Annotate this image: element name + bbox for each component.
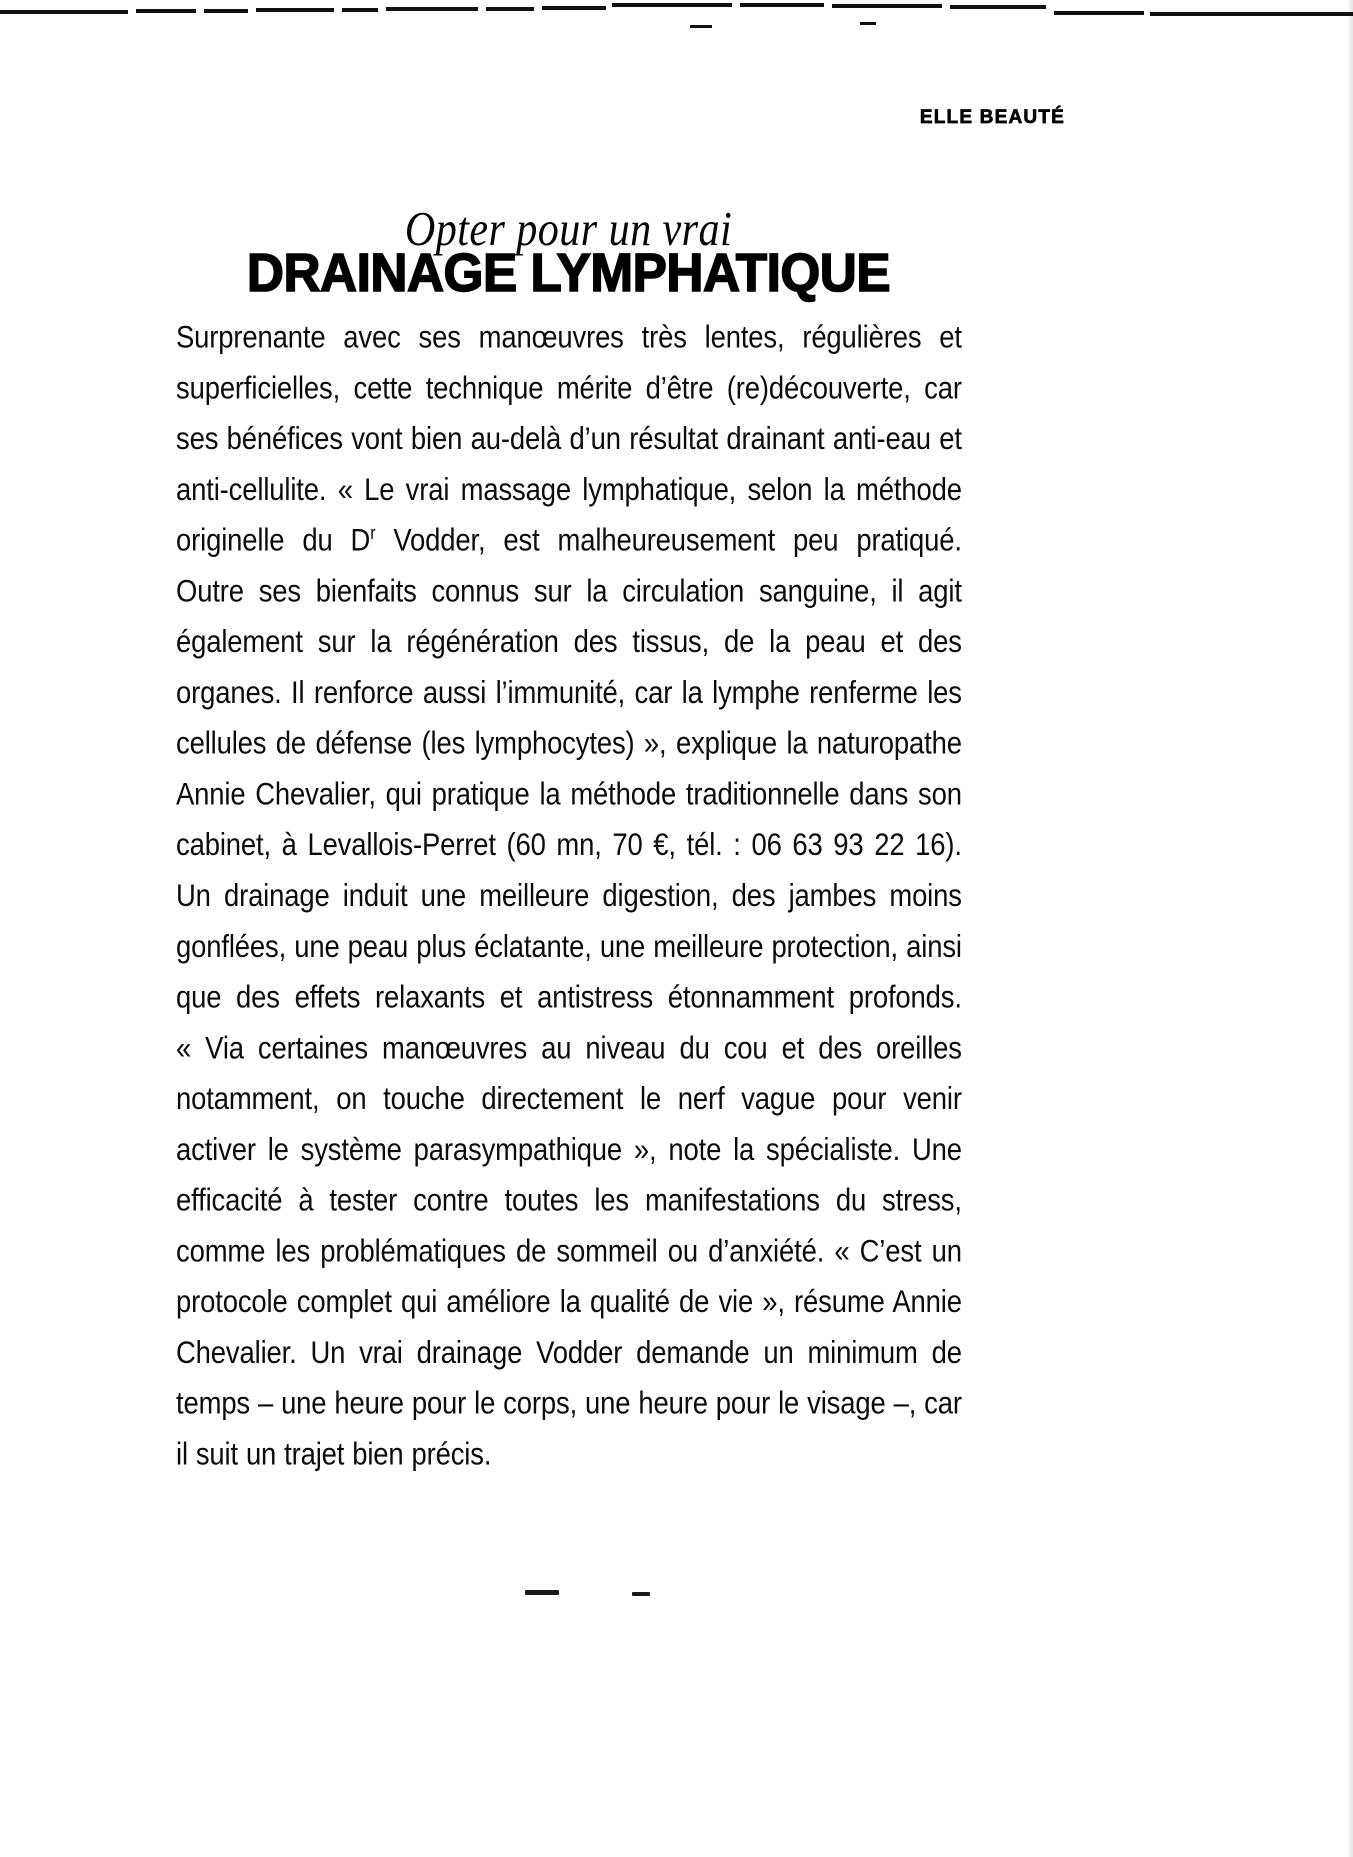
scan-line-segment xyxy=(950,5,1046,9)
scan-line-segment xyxy=(486,7,534,11)
scan-bottom-mark xyxy=(632,1592,650,1596)
scan-right-edge xyxy=(1347,0,1353,1857)
article-container xyxy=(176,201,962,1472)
scan-line-segment xyxy=(1054,11,1144,15)
scan-line-segment xyxy=(0,10,128,14)
scan-speck xyxy=(690,25,712,28)
scan-line-segment xyxy=(1150,12,1353,16)
scan-line-segment xyxy=(740,3,824,7)
scan-speck xyxy=(860,22,876,25)
scan-line-segment xyxy=(612,3,732,7)
scan-line-segment xyxy=(136,9,196,13)
article-headline: DRAINAGE LYMPHATIQUE xyxy=(246,243,891,304)
scan-line-segment xyxy=(386,7,478,11)
scan-top-edge-artifact xyxy=(0,0,1353,30)
scan-line-segment xyxy=(204,9,248,13)
scan-line-segment xyxy=(542,6,606,10)
scan-line-segment xyxy=(342,8,378,12)
article-kicker: Opter pour un vrai xyxy=(404,201,733,256)
scan-line-segment xyxy=(832,4,942,8)
scan-line-segment xyxy=(256,8,334,12)
publication-running-head: ELLE BEAUTÉ xyxy=(919,107,1065,128)
article-body-text: Surprenante avec ses manœuvres très lentes, régulières et superficielles, cette technique mérite d’être (re)découverte, car ses bénéfices vont bien au-delà d’un résultat drainant anti-eau et anti-cellulite. « Le vrai massage lymphatique, selon la méthode originelle du $D^r$ Vodder, est malheureusement peu pratiqué. Outre ses bienfaits connus sur la circulation sanguine, il agit également sur la régénération des tissus, de la peau et des organes. Il renforce aussi l’immunité, car la lymphe renferme les cellules de défense (les lymphocytes) », explique la naturopathe Annie Chevalier, qui pratique la méthode traditionnelle dans son cabinet, à Levallois-Perret (60 mn, 70 €, tél. : 06 63 93 22 16). Un drainage induit une meilleure digestion, des jambes moins gonflées, une peau plus éclatante, une meilleure protection, ainsi que des effets relaxants et antistress étonnamment profonds. « Via certaines manœuvres au niveau du cou et des oreilles notamment, on touche directement le nerf vague pour venir activer le système parasympathique », note la spécialiste. Une efficacité à tester contre toutes les manifestations du stress, comme les problématiques de sommeil ou d’anxiété. « C’est un protocole complet qui améliore la qualité de vie », résume Annie Chevalier. Un vrai drainage Vodder demande un minimum de temps – une heure pour le corps, une heure pour le visage –, car il suit un trajet bien précis. xyxy=(176,319,962,1472)
scan-bottom-mark xyxy=(525,1590,559,1595)
